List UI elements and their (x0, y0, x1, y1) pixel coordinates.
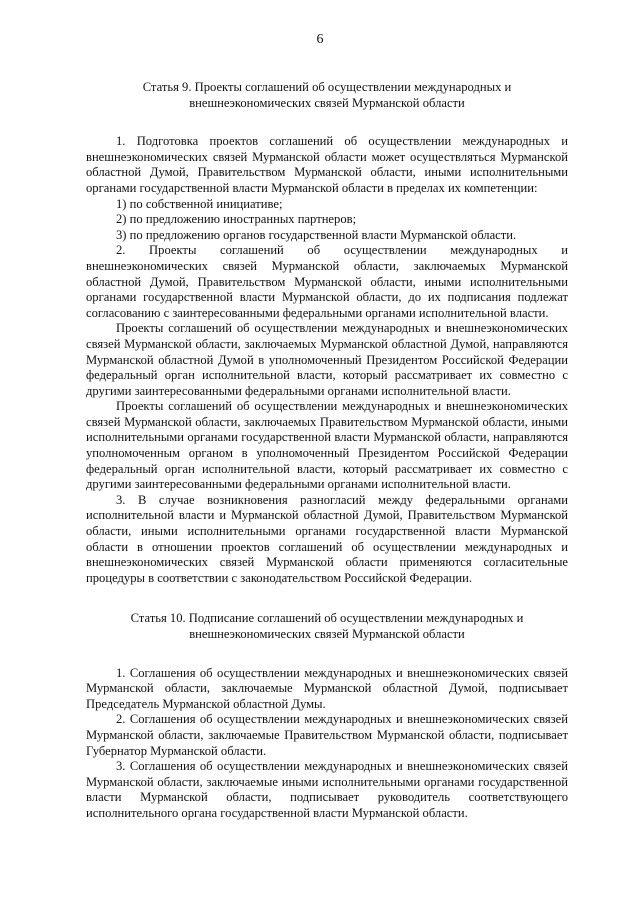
article-10-paragraph-1: 1. Соглашения об осуществлении международных и внешнеэкономических связей Мурманской области, заключаемые Мурманской областной Думой, подписывает Председатель Мурманской областной Думы. (86, 665, 568, 711)
article-9-heading: Статья 9. Проекты соглашений об осуществлении международных и внешнеэкономических связей Мурманской области (142, 80, 512, 110)
article-10-paragraph-2: 2. Соглашения об осуществлении международных и внешнеэкономических связей Мурманской области, заключаемые Правительством Мурманской области, подписывает Губернатор Мурманской области. (86, 712, 568, 758)
document-body (86, 80, 568, 822)
spacer (86, 111, 568, 134)
article-9-paragraph-4: Проекты соглашений об осуществлении международных и внешнеэкономических связей Мурманской области, заключаемых Правительством Мурманской области, иными исполнительными органами государственной власти Мурманской области, направляются уполномоченным органом в уполномоченный Президентом Российской Федерации федеральный орган исполнительной власти, который рассматривает их совместно с другими заинтересованными федеральными органами исполнительной власти. (86, 399, 568, 492)
article-9-paragraph-1: 1. Подготовка проектов соглашений об осуществлении международных и внешнеэкономических связей Мурманской области может осуществляться Мурманской областной Думой, Правительством Мурманской области, иными исполнительными органами государственной власти Мурманской области в пределах их компетенции: (86, 134, 568, 195)
article-9 (86, 80, 568, 586)
list-item: 1) по собственной инициативе; (116, 196, 283, 211)
spacer (86, 643, 568, 666)
article-10 (86, 611, 568, 821)
spacer (86, 586, 568, 611)
page-number: 6 (316, 32, 324, 47)
article-9-paragraph-5: 3. В случае возникновения разногласий между федеральными органами исполнительной власти и Мурманской областной Думой, Правительством Мурманской области, иными исполнительными органами государственной власти Мурманской области в отношении проектов соглашений об осуществлении международных и внешнеэкономических связей Мурманской области применяются согласительные процедуры в соответствии с законодательством Российской Федерации. (86, 492, 568, 585)
list-item: 3) по предложению органов государственной власти Мурманской области. (116, 227, 517, 242)
article-10-paragraph-3: 3. Соглашения об осуществлении международных и внешнеэкономических связей Мурманской области, заключаемые иными исполнительными органами государственной власти Мурманской области, подписывает руководитель соответствующего исполнительного органа государственной власти Мурманской области. (86, 759, 568, 820)
article-10-heading: Статья 10. Подписание соглашений об осуществлении международных и внешнеэкономических связей Мурманской области (130, 611, 524, 641)
article-9-paragraph-2: 2. Проекты соглашений об осуществлении международных и внешнеэкономических связей Мурманской области, заключаемых Мурманской областной Думой, Правительством Мурманской области, иными исполнительными органами государственной власти Мурманской области, до их подписания подлежат согласованию с заинтересованными федеральными органами исполнительной власти. (86, 243, 568, 320)
list-item: 2) по предложению иностранных партнеров; (116, 212, 357, 227)
article-9-paragraph-3: Проекты соглашений об осуществлении международных и внешнеэкономических связей Мурманской области, заключаемых Мурманской областной Думой, направляются Мурманской областной Думой в уполномоченный Президентом Российской Федерации федеральный орган исполнительной власти, который рассматривает их совместно с другими заинтересованными федеральными органами исполнительной власти. (86, 321, 568, 398)
